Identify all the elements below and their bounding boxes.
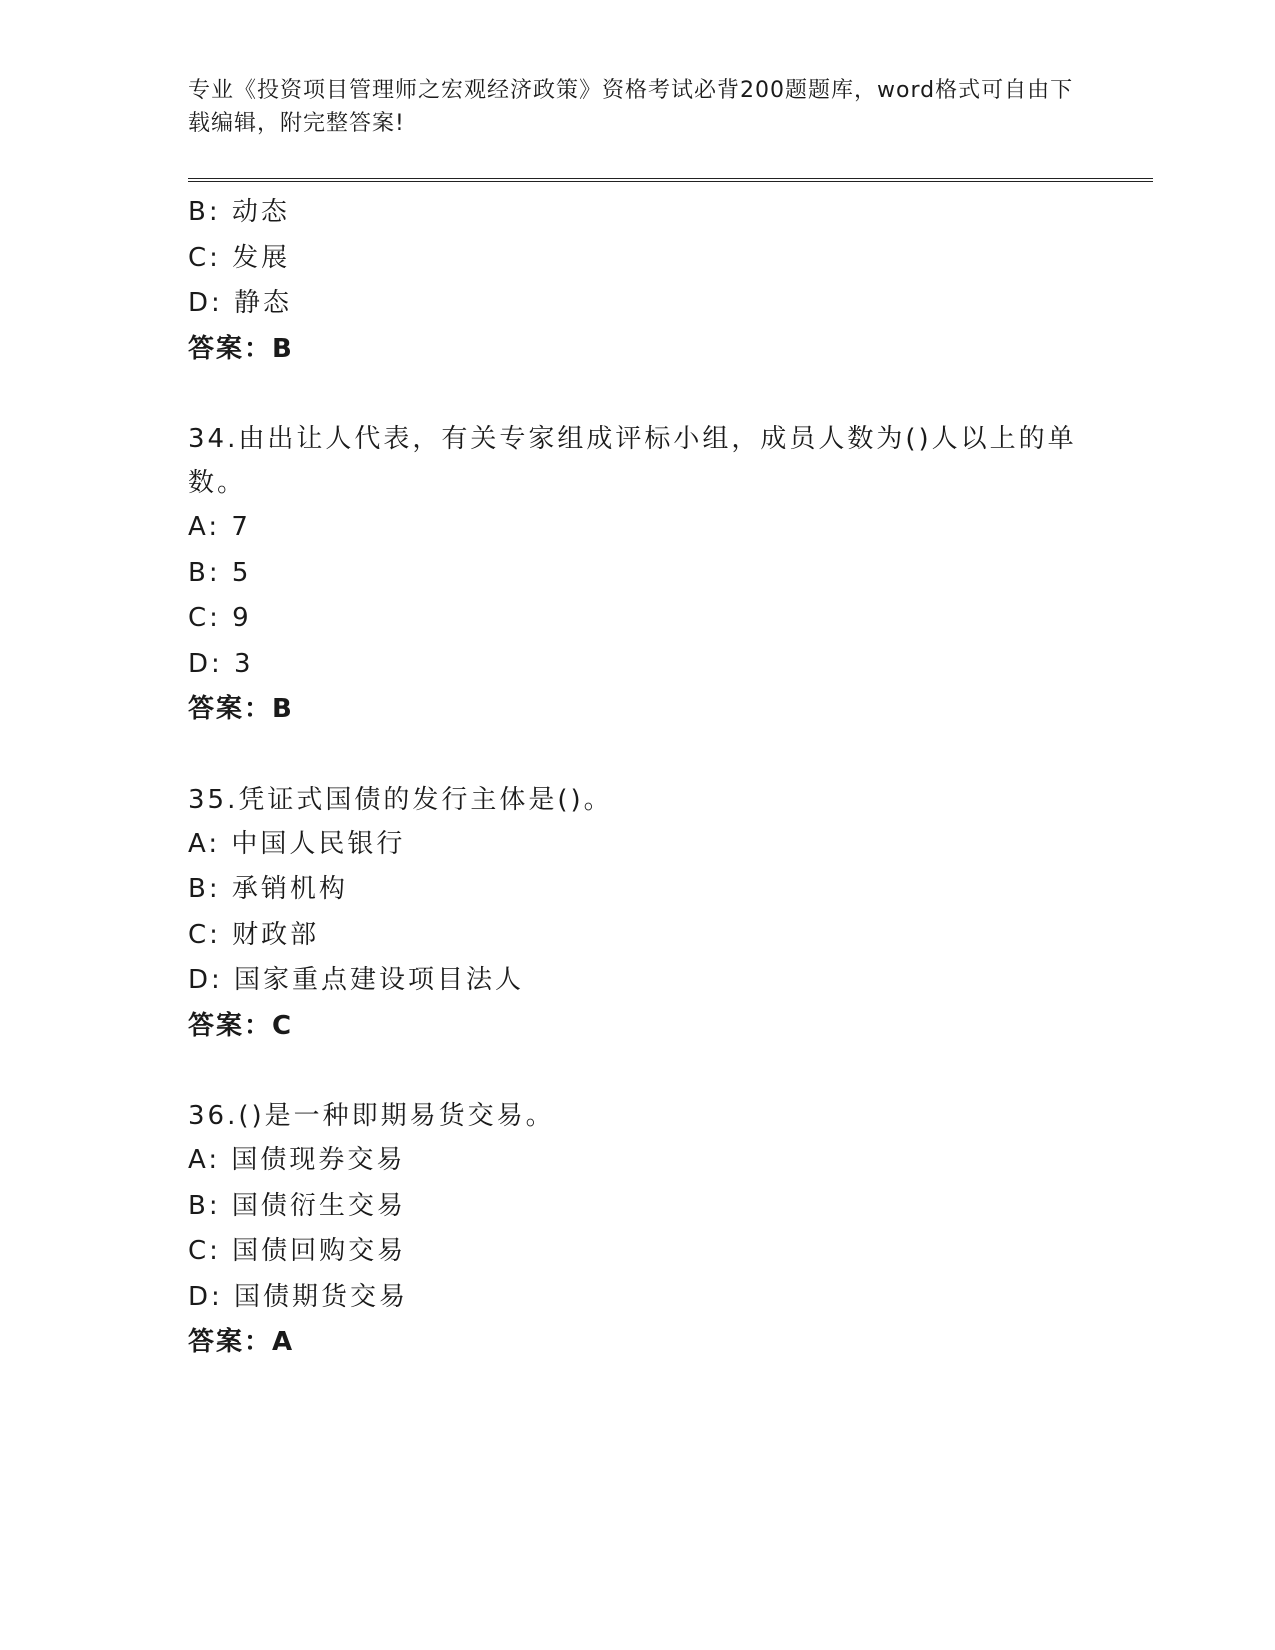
header-double-rule (188, 178, 1153, 182)
answer-line: 答案：C (188, 1010, 294, 1041)
question-block-33 (188, 190, 1088, 372)
question-block-36 (188, 1094, 1088, 1366)
question-stem: 34.由出让人代表，有关专家组成评标小组，成员人数为()人以上的单数。 (188, 424, 1077, 498)
option-b: B: 承销机构 (188, 874, 348, 904)
question-stem: 35.凭证式国债的发行主体是()。 (188, 784, 613, 815)
answer-line: 答案：B (188, 694, 294, 724)
option-c: C: 国债回购交易 (188, 1236, 407, 1266)
question-block-35 (188, 778, 1088, 1050)
question-stem: 36.()是一种即期易货交易。 (188, 1101, 555, 1131)
option-d: D: 静态 (188, 288, 293, 318)
document-body (188, 190, 1088, 1366)
option-b: B: 5 (188, 557, 252, 588)
option-d: D: 3 (188, 648, 254, 679)
option-d: D: 国家重点建设项目法人 (188, 965, 525, 995)
option-b: B: 动态 (188, 197, 290, 227)
answer-line: 答案：A (188, 1327, 295, 1357)
option-a: A: 7 (188, 512, 251, 542)
option-a: A: 中国人民银行 (188, 828, 406, 859)
question-block-34 (188, 417, 1088, 733)
header-title: 专业《投资项目管理师之宏观经济政策》资格考试必背200题题库，word格式可自由下载编辑，附完整答案! (188, 78, 1074, 136)
page-header (188, 74, 1088, 140)
option-c: C: 财政部 (188, 919, 320, 950)
option-d: D: 国债期货交易 (188, 1281, 409, 1312)
option-c: C: 9 (188, 603, 252, 633)
answer-line: 答案：B (188, 333, 294, 364)
option-a: A: 国债现券交易 (188, 1145, 406, 1175)
option-c: C: 发展 (188, 242, 291, 273)
option-b: B: 国债衍生交易 (188, 1190, 406, 1221)
